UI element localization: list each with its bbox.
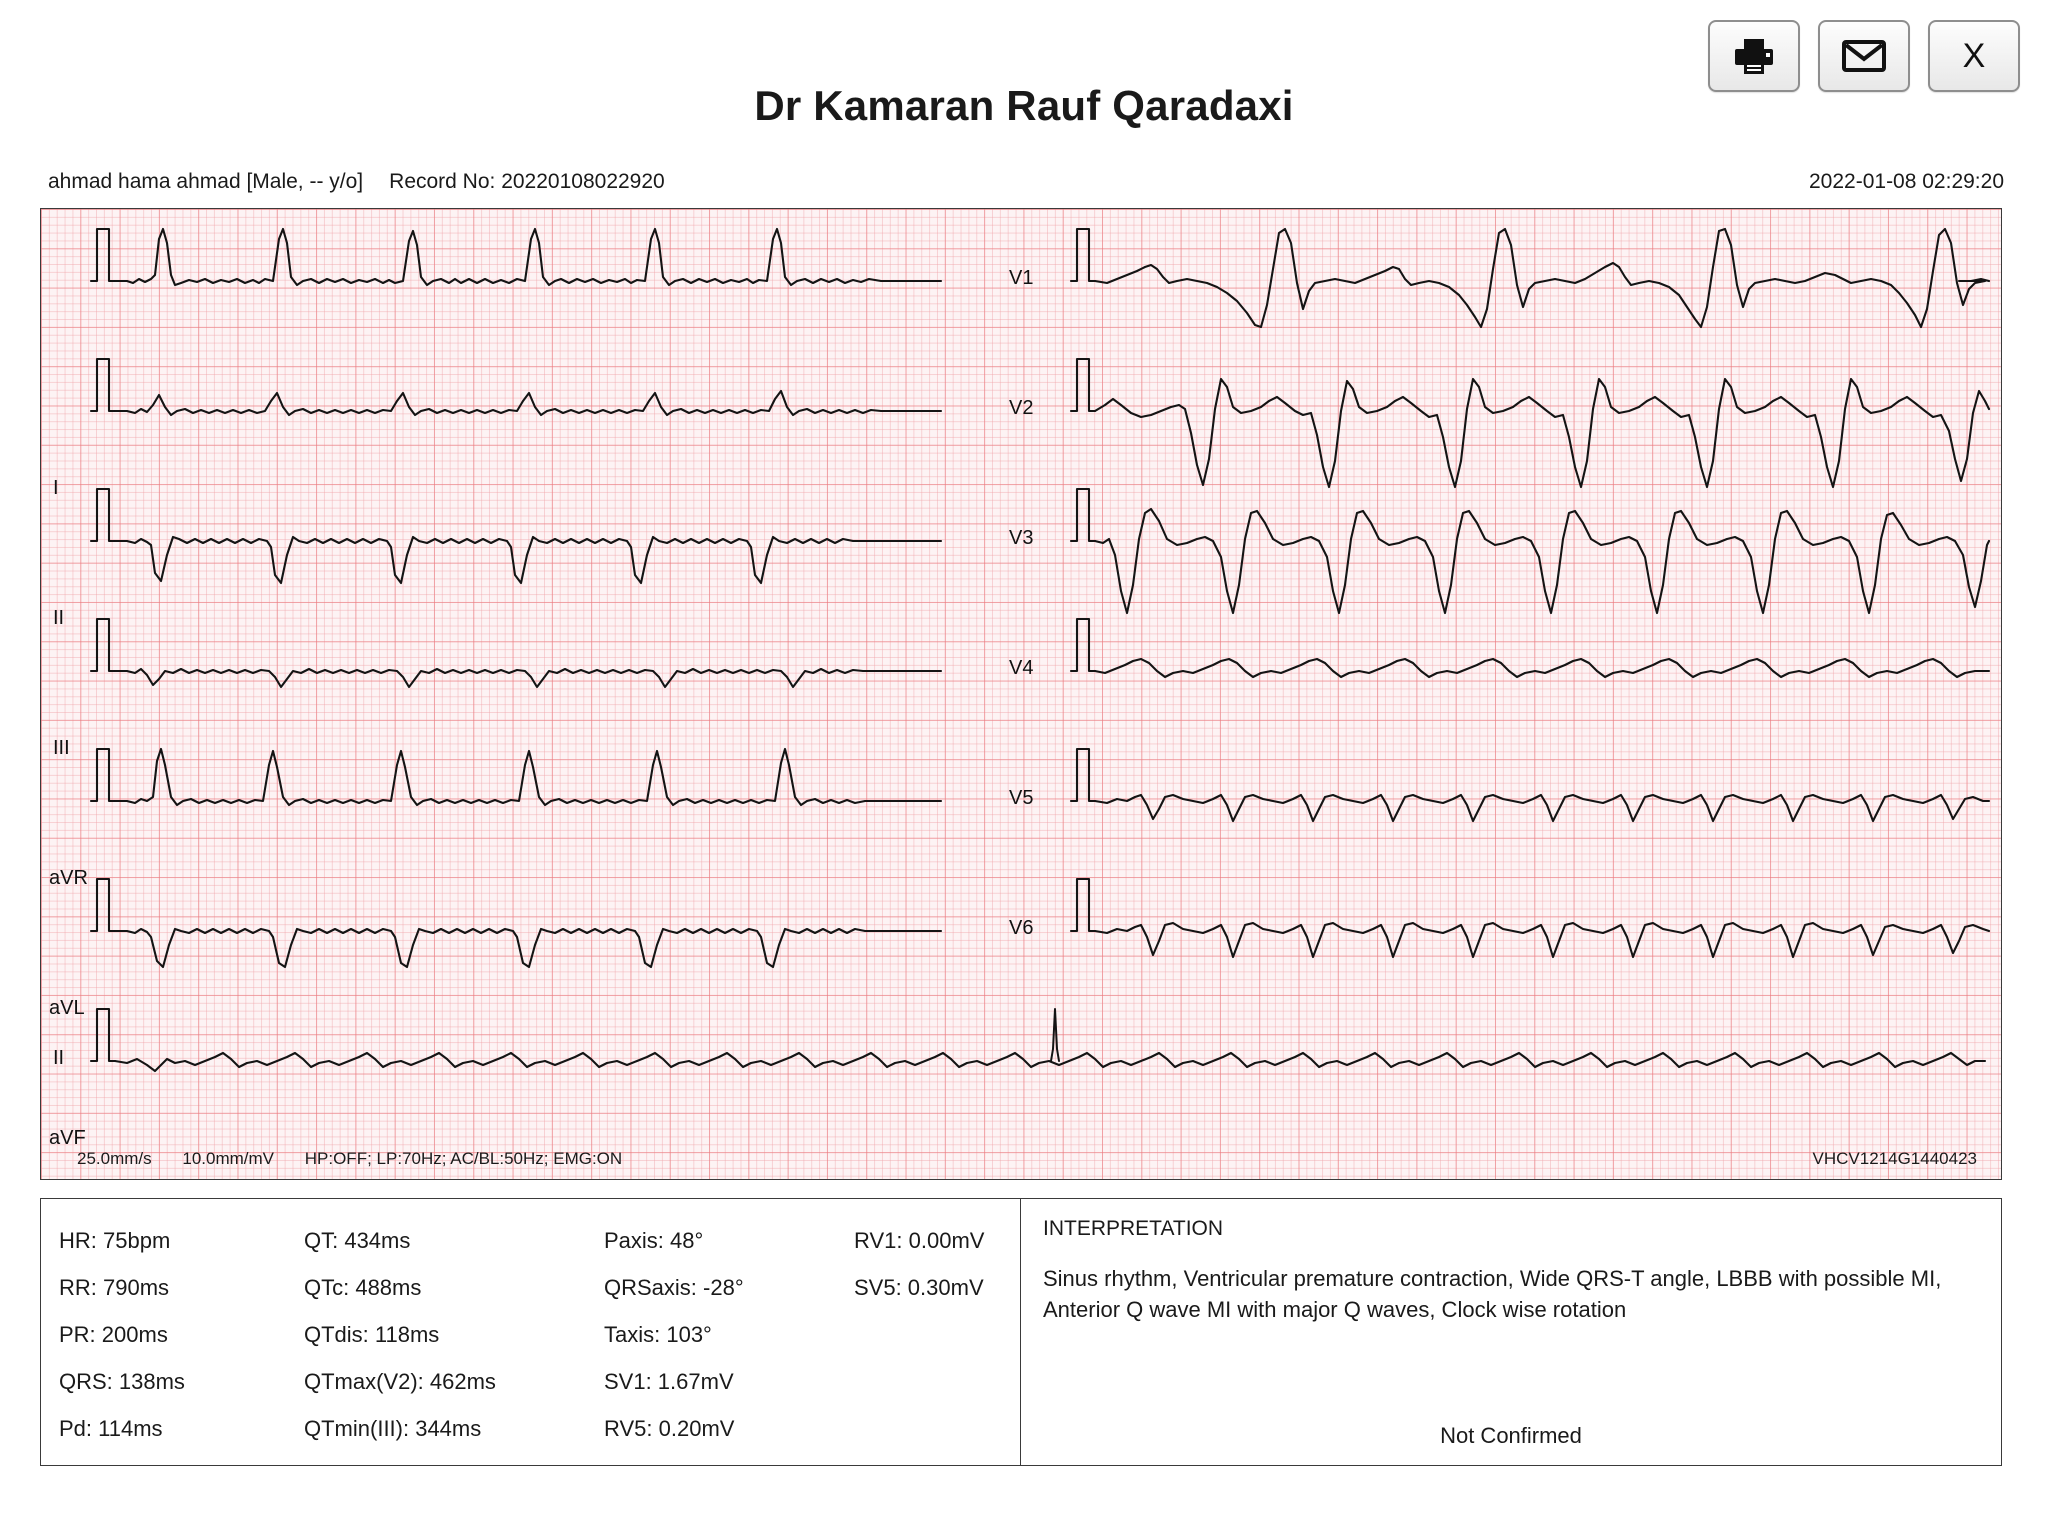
measurement-taxis: Taxis: 103° xyxy=(604,1322,712,1347)
paper-speed: 25.0mm/s xyxy=(77,1149,152,1168)
lead-label-III: III xyxy=(53,737,70,759)
measurement-blank-3 xyxy=(854,1405,1034,1452)
gain: 10.0mm/mV xyxy=(182,1149,275,1168)
printer-icon xyxy=(1732,36,1776,76)
patient-name: ahmad hama ahmad [Male, -- y/o] xyxy=(48,170,364,193)
measurement-blank-1 xyxy=(854,1311,1034,1358)
bottom-panel xyxy=(40,1198,2002,1466)
recording-timestamp: 2022-01-08 02:29:20 xyxy=(1809,170,2004,193)
measurement-qtmin: QTmin(III): 344ms xyxy=(304,1416,482,1441)
lead-label-aVF: aVF xyxy=(49,1127,86,1149)
measurement-hr: HR: 75bpm xyxy=(59,1228,171,1253)
measurement-qtc: QTc: 488ms xyxy=(304,1275,422,1300)
ecg-traces xyxy=(41,209,2001,1179)
measurement-rv1: RV1: 0.00mV xyxy=(854,1228,985,1253)
measurements-table xyxy=(41,1199,1021,1465)
envelope-icon xyxy=(1842,39,1886,73)
lead-label-V6: V6 xyxy=(1009,917,1034,939)
measurement-blank-2 xyxy=(854,1358,1034,1405)
ecg-waveform-panel xyxy=(40,208,2002,1180)
lead-label-aVR: aVR xyxy=(49,867,88,889)
interpretation-panel xyxy=(1021,1199,2001,1465)
interpretation-text: Sinus rhythm, Ventricular premature contraction, Wide QRS-T angle, LBBB with possible MI, Anterior Q wave MI with major Q waves, Clock wise rotation xyxy=(1043,1266,1942,1322)
lead-label-rhythm-II: II xyxy=(53,1047,65,1069)
patient-info-row xyxy=(48,168,2004,196)
measurement-qrsaxis: QRSaxis: -28° xyxy=(604,1275,744,1300)
ecg-settings-footer xyxy=(77,1149,648,1169)
measurement-rr: RR: 790ms xyxy=(59,1275,170,1300)
measurement-sv5: SV5: 0.30mV xyxy=(854,1275,984,1300)
confirmation-status: Not Confirmed xyxy=(1440,1423,1582,1448)
record-number: Record No: 20220108022920 xyxy=(389,170,665,193)
filter-settings: HP:OFF; LP:70Hz; AC/BL:50Hz; EMG:ON xyxy=(304,1149,623,1168)
page-title: Dr Kamaran Rauf Qaradaxi xyxy=(754,82,1294,129)
lead-label-V4: V4 xyxy=(1009,657,1034,679)
lead-label-V5: V5 xyxy=(1009,787,1034,809)
measurement-rv5: RV5: 0.20mV xyxy=(604,1416,735,1441)
measurement-qtdis: QTdis: 118ms xyxy=(304,1322,440,1347)
measurement-pd: Pd: 114ms xyxy=(59,1416,163,1441)
lead-label-II: II xyxy=(53,607,65,629)
close-icon: X xyxy=(1962,36,1986,75)
measurement-qtmax: QTmax(V2): 462ms xyxy=(304,1369,496,1394)
lead-label-V2: V2 xyxy=(1009,397,1034,419)
measurement-pr: PR: 200ms xyxy=(59,1322,168,1347)
lead-label-aVL: aVL xyxy=(49,997,85,1019)
device-id: VHCV1214G1440423 xyxy=(1812,1149,1977,1168)
interpretation-title: INTERPRETATION xyxy=(1043,1217,1224,1240)
measurement-qt: QT: 434ms xyxy=(304,1228,411,1253)
lead-label-V3: V3 xyxy=(1009,527,1034,549)
measurement-paxis: Paxis: 48° xyxy=(604,1228,704,1253)
lead-label-I: I xyxy=(53,477,59,499)
measurement-qrs: QRS: 138ms xyxy=(59,1369,185,1394)
measurement-sv1: SV1: 1.67mV xyxy=(604,1369,734,1394)
lead-label-V1: V1 xyxy=(1009,267,1034,289)
header-bar xyxy=(0,0,2048,132)
